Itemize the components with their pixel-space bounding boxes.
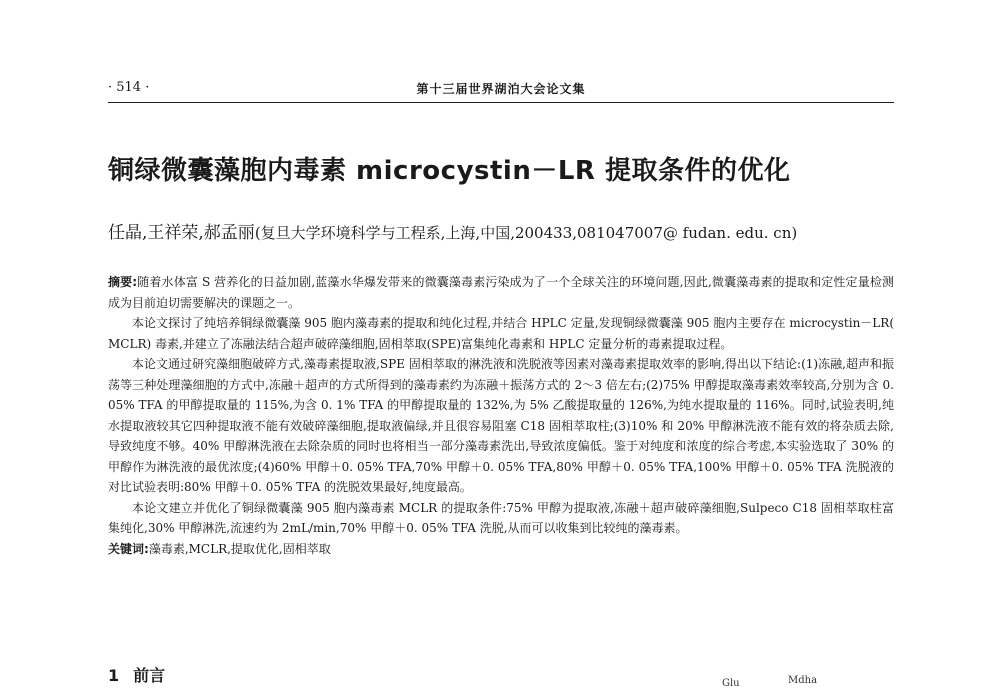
- abstract-text-1: 随着水体富 S 营养化的日益加剧,蓝藻水华爆发带来的微囊藻毒素污染成为了一个全球关注的环境问题,因此,微囊藻毒素的提取和定性定量检测成为目前迫切需要解决的课题之一。: [108, 275, 894, 310]
- author-names: 任晶,王祥荣,郝孟丽: [108, 223, 255, 243]
- section-number: 1: [108, 666, 120, 685]
- keywords-line: [108, 539, 894, 560]
- abstract-paragraph-3: 本论文通过研究藻细胞破碎方式,藻毒素提取液,SPE 固相萃取的淋洗液和洗脱液等因素对藻毒素提取效率的影响,得出以下结论:(1)冻融,超声和振荡等三种处理藻细胞的方式中,冻融＋超声的方式所得到的藻毒素约为冻融＋振荡方式的 2～3 倍左右;(2)75% 甲醇提取藻毒素效率较高,分别为含 0. 05% TFA 的甲醇提取量的 115%,为含 0. 1% TFA 的甲醇提取量的 132%,为 5% 乙酸提取量的 126%,为纯水提取量的 116%。同时,试验表明,纯水提取液较其它四种提取液不能有效破碎藻细胞,提取液偏绿,并且很容易阻塞 C18 固相萃取柱;(3)10% 和 20% 甲醇淋洗液不能有效的将杂质去除,导致纯度不够。40% 甲醇淋洗液在去除杂质的同时也将相当一部分藻毒素洗出,导致浓度偏低。鉴于对纯度和浓度的综合考虑,本实验选取了 30% 的甲醇作为淋洗液的最优浓度;(4)60% 甲醇＋0. 05% TFA,70% 甲醇＋0. 05% TFA,80% 甲醇＋0. 05% TFA,100% 甲醇＋0. 05% TFA 洗脱液的对比试验表明:80% 甲醇＋0. 05% TFA 的洗脱效果最好,纯度最高。: [108, 357, 894, 494]
- author-affiliation: (复旦大学环境科学与工程系,上海,中国,200433,081047007@ fudan. edu. cn): [254, 224, 798, 242]
- author-line: [108, 218, 898, 243]
- section-heading: [108, 663, 165, 686]
- abstract-label: 摘要:: [108, 275, 138, 289]
- keywords-label: 关键词:: [108, 541, 149, 556]
- paper-title: 铜绿微囊藻胞内毒素 microcystin－LR 提取条件的优化: [108, 156, 791, 186]
- page-number: · 514 ·: [108, 80, 150, 95]
- structure-label-mdha: Mdha: [788, 675, 818, 686]
- running-header: [108, 78, 894, 103]
- abstract-paragraph-2: 本论文探讨了纯培养铜绿微囊藻 905 胞内藻毒素的提取和纯化过程,并结合 HPLC 定量,发现铜绿微囊藻 905 胞内主要存在 microcystin－LR( MCLR) 毒素,并建立了冻融法结合超声破碎藻细胞,固相萃取(SPE)富集纯化毒素和 HPLC 定量分析的毒素提取过程。: [108, 316, 894, 351]
- abstract-paragraph-4: 本论文建立并优化了铜绿微囊藻 905 胞内藻毒素 MCLR 的提取条件:75% 甲醇为提取液,冻融＋超声破碎藻细胞,Sulpeco C18 固相萃取柱富集纯化,30% 甲醇淋洗,流速约为 2mL/min,70% 甲醇＋0. 05% TFA 洗脱,从而可以收集到比较纯的藻毒素。: [108, 500, 894, 535]
- structure-label-glu: Glu: [722, 678, 740, 689]
- abstract-block: [108, 272, 894, 559]
- keywords-text: 藻毒素,MCLR,提取优化,固相萃取: [148, 541, 331, 556]
- section-title: 前言: [133, 666, 166, 685]
- book-title: 第十三届世界湖泊大会论文集: [416, 82, 586, 96]
- abstract-paragraph-1: [108, 272, 894, 313]
